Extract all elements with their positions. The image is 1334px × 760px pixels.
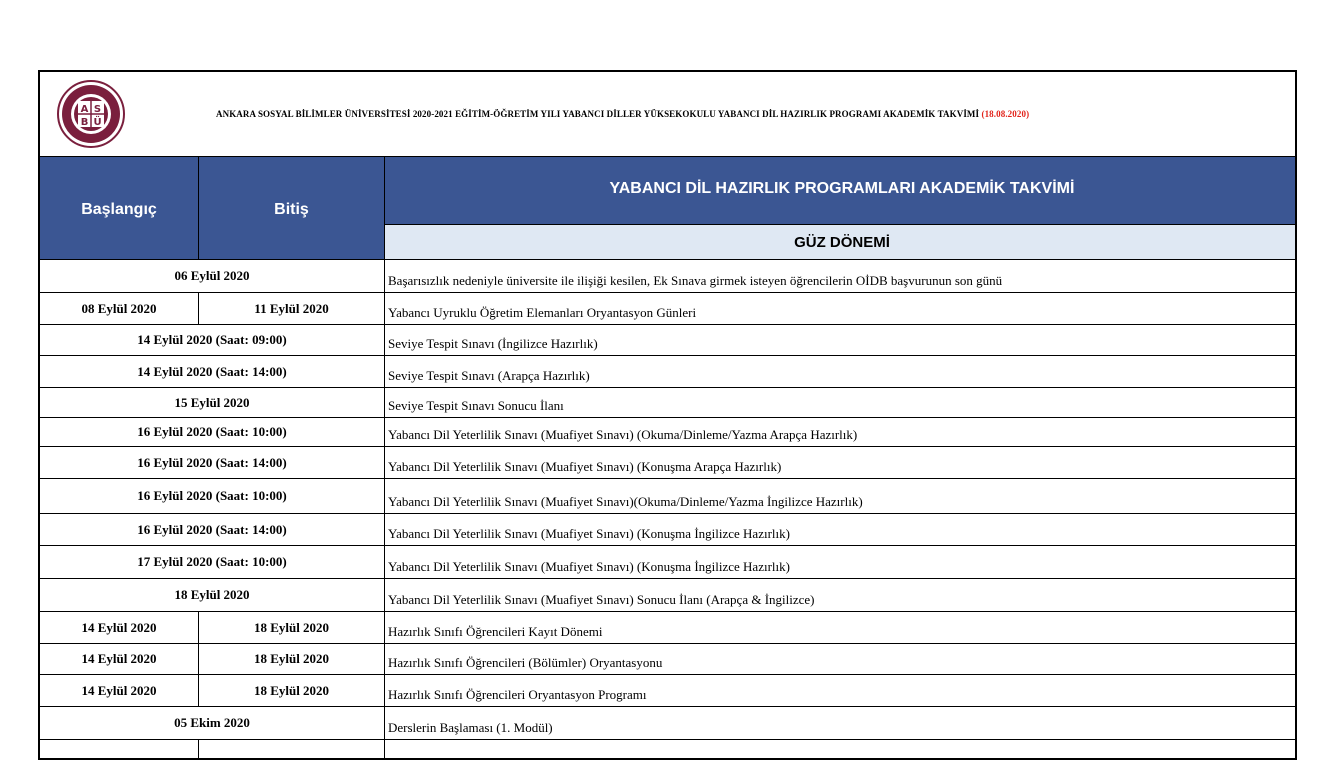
row-date: 16 Eylül 2020 (Saat: 14:00) <box>40 447 385 478</box>
row-start-date <box>40 740 199 760</box>
row-description <box>385 740 1295 760</box>
row-description: Seviye Tespit Sınavı (Arapça Hazırlık) <box>388 368 590 383</box>
row-date: 16 Eylül 2020 (Saat: 14:00) <box>40 514 385 545</box>
table-row <box>40 388 1295 418</box>
row-date: 06 Eylül 2020 <box>40 260 385 292</box>
row-start-date: 14 Eylül 2020 <box>40 612 199 643</box>
table-row <box>40 260 1295 293</box>
row-description: Yabancı Dil Yeterlilik Sınavı (Muafiyet Sınavı) (Konuşma Arapça Hazırlık) <box>388 459 782 474</box>
title-date: (18.08.2020) <box>981 109 1030 119</box>
table-row <box>40 293 1295 325</box>
row-description: Hazırlık Sınıfı Öğrencileri (Bölümler) Oryantasyonu <box>388 655 663 670</box>
calendar-heading: YABANCI DİL HAZIRLIK PROGRAMLARI AKADEMİK TAKVİMİ <box>385 157 1297 225</box>
table-row <box>40 356 1295 388</box>
logo-letter: B <box>80 117 89 128</box>
table-row <box>40 644 1295 675</box>
logo-letter: A <box>80 104 89 115</box>
calendar-sheet <box>38 70 1297 760</box>
table-row <box>40 740 1295 760</box>
document-title <box>216 109 1029 119</box>
row-description: Seviye Tespit Sınavı (İngilizce Hazırlık) <box>388 336 598 351</box>
title-bar <box>40 72 1295 157</box>
semester-heading: GÜZ DÖNEMİ <box>385 225 1297 259</box>
row-description: Yabancı Dil Yeterlilik Sınavı (Muafiyet Sınavı) Sonucu İlanı (Arapça & İngilizce) <box>388 592 815 607</box>
table-row <box>40 325 1295 356</box>
table-row <box>40 707 1295 740</box>
table-row <box>40 612 1295 644</box>
row-date: 14 Eylül 2020 (Saat: 09:00) <box>40 325 385 355</box>
row-description: Yabancı Dil Yeterlilik Sınavı (Muafiyet Sınavı) (Konuşma İngilizce Hazırlık) <box>388 526 790 541</box>
logo-letter: S <box>93 104 102 115</box>
row-date: 18 Eylül 2020 <box>40 579 385 611</box>
row-description: Yabancı Dil Yeterlilik Sınavı (Muafiyet Sınavı) (Konuşma İngilizce Hazırlık) <box>388 559 790 574</box>
row-date: 14 Eylül 2020 (Saat: 14:00) <box>40 356 385 387</box>
row-date: 16 Eylül 2020 (Saat: 10:00) <box>40 418 385 446</box>
row-description: Yabancı Dil Yeterlilik Sınavı (Muafiyet Sınavı) (Okuma/Dinleme/Yazma Arapça Hazırlık) <box>388 427 858 442</box>
row-date: 16 Eylül 2020 (Saat: 10:00) <box>40 479 385 513</box>
row-end-date: 11 Eylül 2020 <box>199 293 385 324</box>
row-end-date: 18 Eylül 2020 <box>199 612 385 643</box>
row-description: Hazırlık Sınıfı Öğrencileri Oryantasyon Programı <box>388 687 647 702</box>
row-end-date <box>199 740 385 760</box>
row-description: Yabancı Uyruklu Öğretim Elemanları Oryantasyon Günleri <box>388 305 697 320</box>
row-end-date: 18 Eylül 2020 <box>199 675 385 706</box>
row-end-date: 18 Eylül 2020 <box>199 644 385 674</box>
table-row <box>40 479 1295 514</box>
row-description: Derslerin Başlaması (1. Modül) <box>388 720 553 735</box>
table-header <box>40 157 1295 259</box>
column-header-start: Başlangıç <box>40 157 199 259</box>
column-header-end: Bitiş <box>199 157 385 259</box>
table-row <box>40 514 1295 546</box>
row-description: Hazırlık Sınıfı Öğrencileri Kayıt Dönemi <box>388 624 603 639</box>
table-row <box>40 675 1295 707</box>
university-logo <box>56 79 126 149</box>
table-row <box>40 546 1295 579</box>
logo-letter: Ü <box>93 117 102 128</box>
table-row <box>40 579 1295 612</box>
table-row <box>40 447 1295 479</box>
row-description: Yabancı Dil Yeterlilik Sınavı (Muafiyet Sınavı)(Okuma/Dinleme/Yazma İngilizce Hazırlık) <box>388 494 863 509</box>
row-date: 15 Eylül 2020 <box>40 388 385 417</box>
row-date: 17 Eylül 2020 (Saat: 10:00) <box>40 546 385 578</box>
row-description: Seviye Tespit Sınavı Sonucu İlanı <box>388 398 564 413</box>
row-date: 05 Ekim 2020 <box>40 707 385 739</box>
table-row <box>40 418 1295 447</box>
row-start-date: 14 Eylül 2020 <box>40 644 199 674</box>
row-start-date: 14 Eylül 2020 <box>40 675 199 706</box>
title-main: ANKARA SOSYAL BİLİMLER ÜNİVERSİTESİ 2020-2021 EĞİTİM-ÖĞRETİM YILI YABANCI DİLLER YÜKSEKOKULU YABANCI DİL HAZIRLIK PROGRAMI AKADEMİK TAKVİMİ <box>216 109 980 119</box>
row-description: Başarısızlık nedeniyle üniversite ile ilişiği kesilen, Ek Sınava girmek isteyen öğrencilerin OİDB başvurunun son günü <box>388 273 1003 288</box>
row-start-date: 08 Eylül 2020 <box>40 293 199 324</box>
calendar-rows <box>40 259 1295 760</box>
